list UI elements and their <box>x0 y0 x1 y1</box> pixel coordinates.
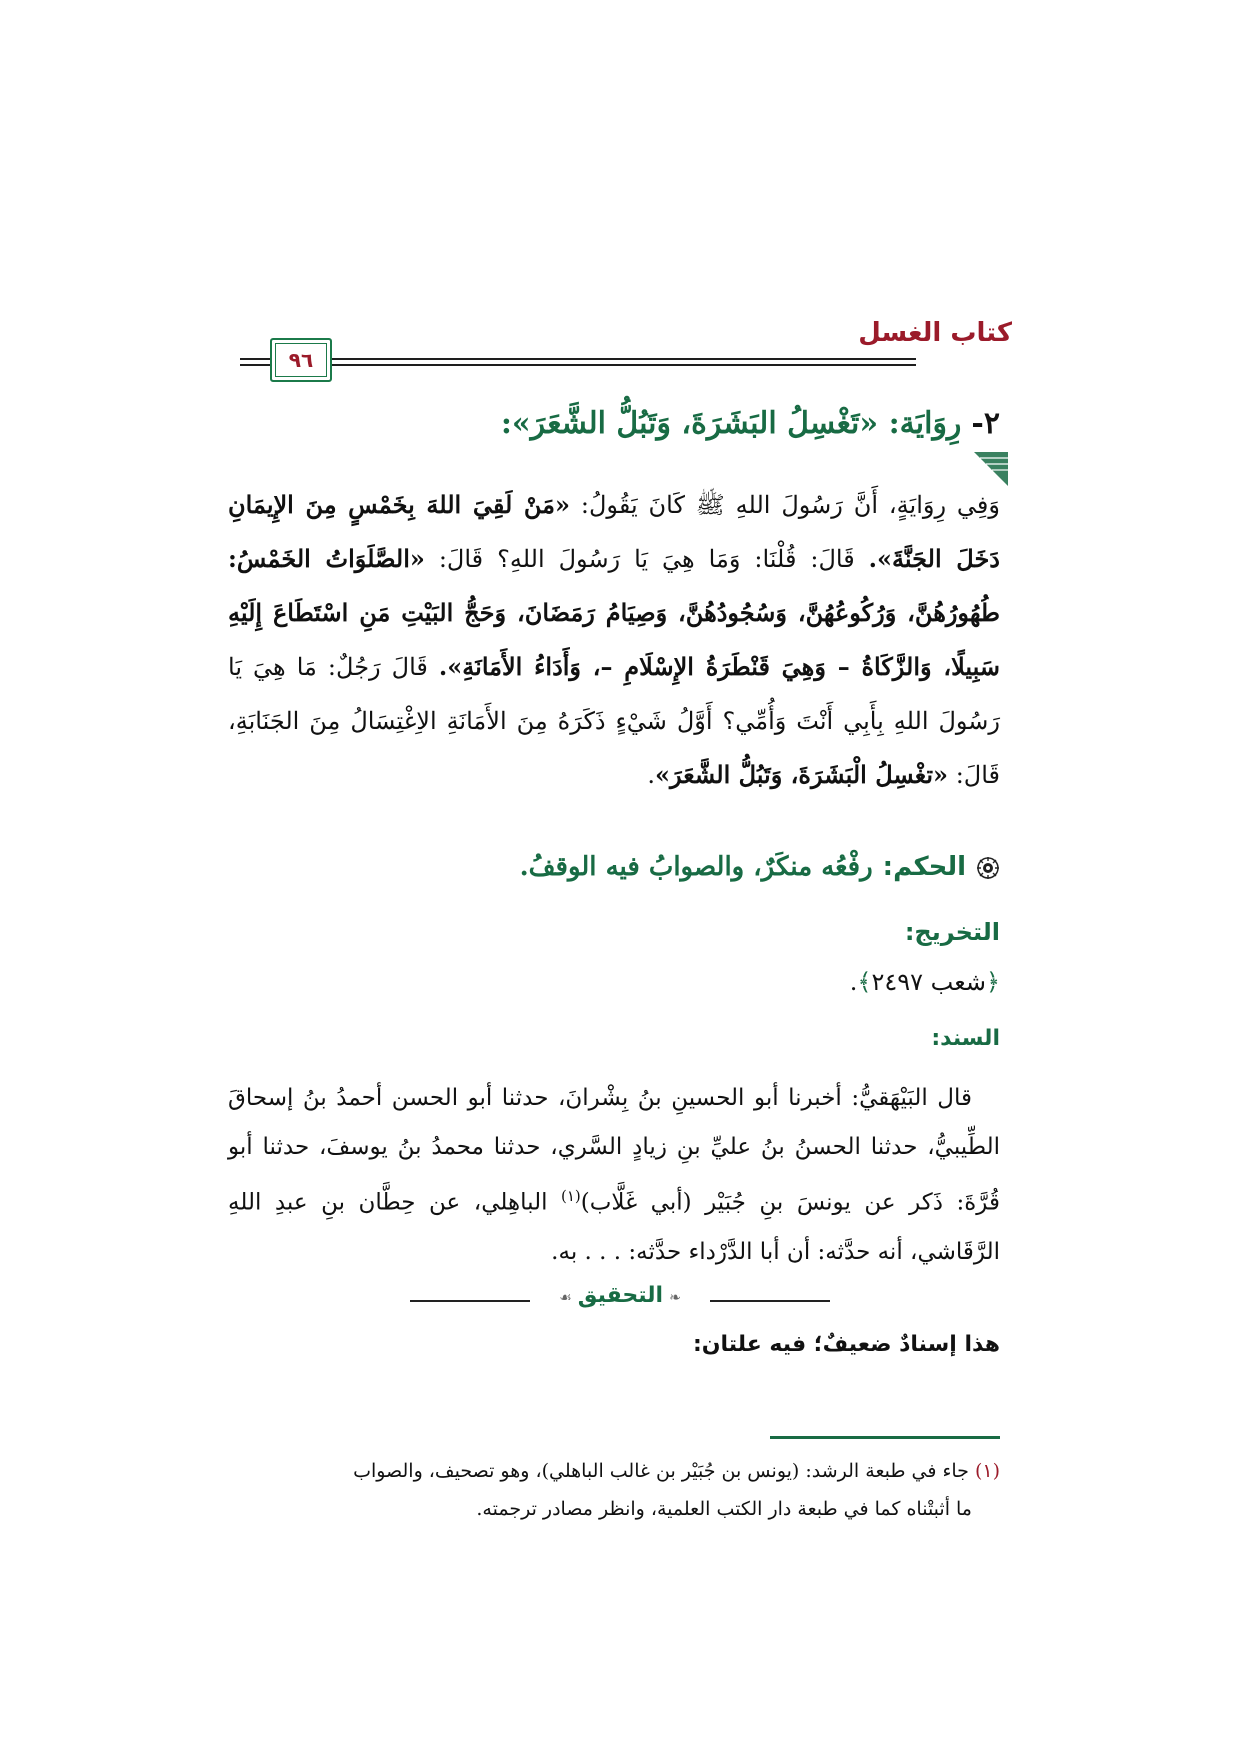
section-heading <box>240 406 1000 441</box>
hadith-intro: وَفِي رِوَايَةٍ، أَنَّ رَسُولَ اللهِ ﷺ كَانَ يَقُولُ: <box>570 491 1000 519</box>
flower-ornament-icon <box>976 856 1000 880</box>
hadith-narration-2: قَالَ: قُلْنَا: وَمَا هِيَ يَا رَسُولَ اللهِ؟ قَالَ: <box>424 545 869 573</box>
bracket-close: ﴾ <box>857 968 872 996</box>
sanad-part-a: قال البَيْهَقيُّ: أخبرنا أبو الحسينِ بنُ بِشْرانَ، حدثنا أبو الحسن أحمدُ بنُ إسحاقَ الطِّيبيُّ، حدثنا الحسنُ بنُ عليِّ بنِ زيادٍ السَّري، حدثنا محمدُ بنُ يوسفَ، حدثنا أبو قُرَّةَ: ذَكر عن يونسَ بنِ جُبَيْر (أبي غَلَّاب) <box>228 1085 1000 1216</box>
takhrij-end: . <box>849 968 858 996</box>
sanad-label: السند: <box>931 1026 1000 1051</box>
sanad-part-b: الباهِلي، عن حِطَّان بنِ عبدِ اللهِ الرَّقَاشي، أنه حدَّثه: أن أبا الدَّرْداء حدَّثه: . . . به. <box>228 1189 1000 1265</box>
hadith-narration-3: قَالَ رَجُلٌ: مَا هِيَ يَا رَسُولَ اللهِ بِأَبِي أَنْتَ وَأُمِّي؟ أَوَّلُ شَيْءٍ ذَكَرَهُ مِنَ الأَمَانَةِ الاِغْتِسَالُ مِنَ الجَنَابَةِ، قَالَ: <box>228 653 1000 789</box>
section-number: ٢- <box>971 406 1000 441</box>
ruling-label: الحكم: <box>882 852 966 882</box>
footnote-number: (١) <box>974 1460 1000 1482</box>
hadith-quote-2: «الصَّلَوَاتُ الخَمْسُ: طُهُورُهُنَّ، وَرُكُوعُهُنَّ، وَسُجُودُهُنَّ، وَصِيَامُ رَمَضَانَ، وَحَجُّ البَيْتِ مَنِ اسْتَطَاعَ إِلَيْهِ سَبِيلًا، وَالزَّكَاةُ – وَهِيَ قَنْطَرَةُ الإِسْلَامِ –، وَأَدَاءُ الأَمَانَةِ». <box>228 544 1001 681</box>
header-rule <box>240 356 1012 368</box>
hadith-text <box>228 478 1000 802</box>
footnote <box>228 1452 1000 1528</box>
hadith-quote-3: «تغْسِلُ الْبَشَرَةَ، وَتَبُلُّ الشَّعَرَ» <box>655 760 949 789</box>
hadith-quote-1: «مَنْ لَقِيَ اللهَ بِخَمْسٍ مِنَ الإِيمَانِ دَخَلَ الجَنَّةَ». <box>228 490 1000 573</box>
book-title: كتاب الغسل <box>858 318 1012 348</box>
footnote-rule <box>770 1436 1000 1439</box>
sanad-text <box>228 1074 1000 1277</box>
page-number-badge <box>270 338 332 382</box>
ruling <box>228 852 1000 882</box>
verdict-text: هذا إسنادٌ ضعيفٌ؛ فيه علتان: <box>692 1332 1000 1357</box>
bracket-open: ﴿ <box>985 968 1000 996</box>
takhrij-text: شعب ٢٤٩٧ <box>871 968 986 996</box>
footnote-line-1: جاء في طبعة الرشد: (يونس بن جُبَيْر بن غالب الباهلي)، وهو تصحيف، والصواب <box>353 1460 969 1482</box>
tahqiq-title: التحقيق <box>577 1283 664 1308</box>
page-number: ٩٦ <box>288 348 314 372</box>
footnote-ref[interactable]: (١) <box>560 1187 581 1205</box>
ruling-value: رفْعُه منكَرٌ، والصوابُ فيه الوقفُ. <box>519 852 873 882</box>
takhrij-source <box>850 968 1000 996</box>
section-title: رِوَايَة: «تَغْسِلُ البَشَرَةَ، وَتَبُلُّ الشَّعَرَ»: <box>500 406 962 441</box>
footnote-line-2: ما أثبتْناه كما في طبعة دار الكتب العلمية، وانظر مصادر ترجمته. <box>476 1498 972 1520</box>
tahqiq-divider <box>410 1283 830 1319</box>
page-header <box>240 318 1012 380</box>
divider-ornament-icon: ☙ <box>559 1290 572 1306</box>
takhrij-label: التخريج: <box>904 918 1000 946</box>
divider-ornament-icon: ❧ <box>669 1290 681 1306</box>
hadith-end: . <box>647 761 656 789</box>
